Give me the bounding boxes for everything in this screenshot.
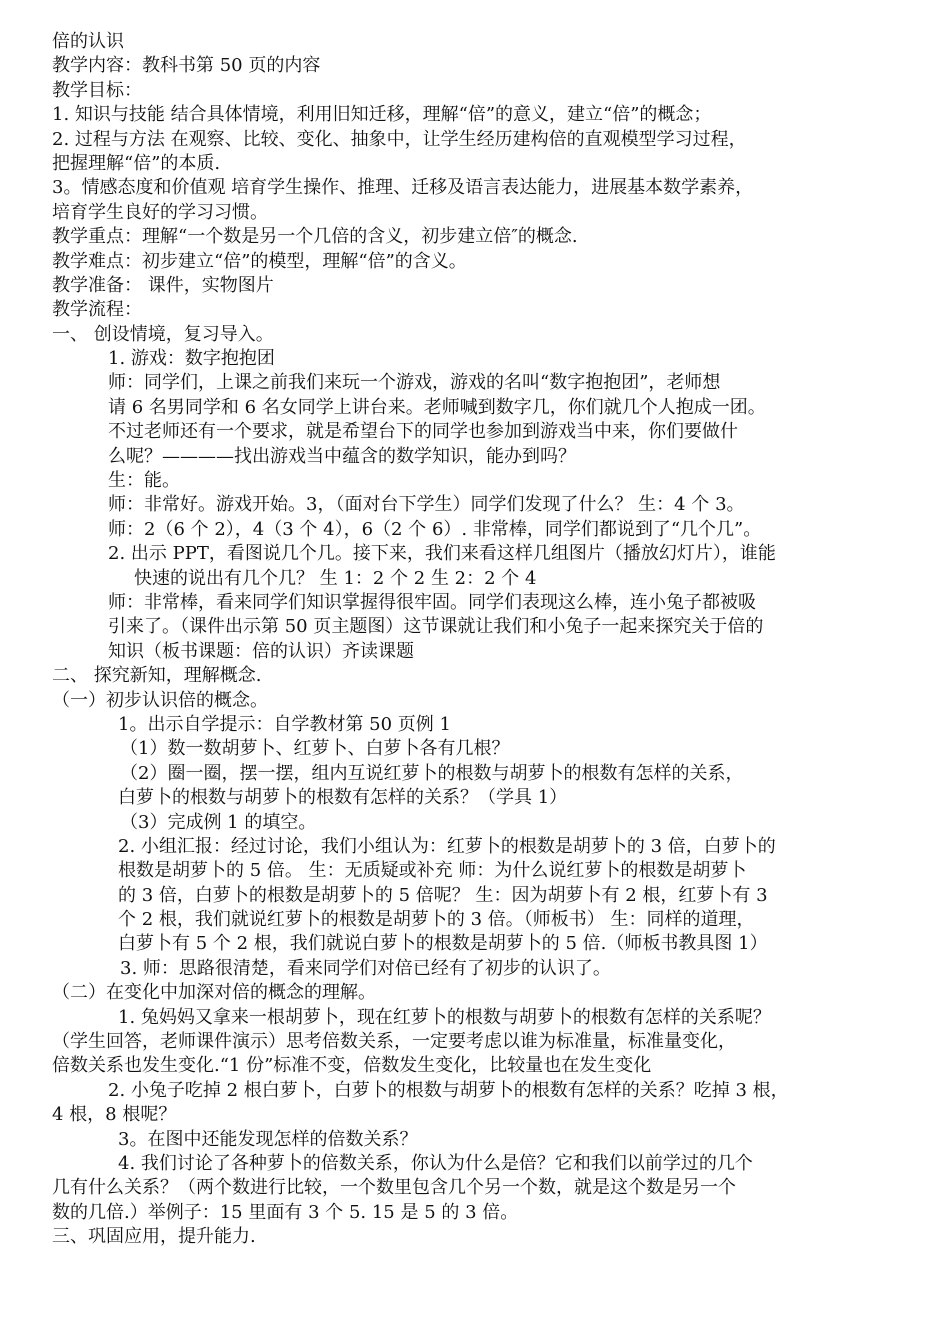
text-line: 2. 小组汇报：经过讨论，我们小组认为：红萝卜的根数是胡萝卜的 3 倍，白萝卜的 xyxy=(118,835,776,857)
text-line: 三、巩固应用，提升能力. xyxy=(52,1226,256,1248)
text-line: 3。在图中还能发现怎样的倍数关系？ xyxy=(118,1128,418,1150)
text-line: 白萝卜有 5 个 2 根，我们就说白萝卜的根数是胡萝卜的 5 倍.（师板书教具图 1） xyxy=(118,933,768,955)
text-line: 二、 探究新知，理解概念. xyxy=(52,665,262,687)
text-line: 倍的认识 xyxy=(52,31,124,52)
text-line: 数的几倍.）举例子：15 里面有 3 个 5. 15 是 5 的 3 倍。 xyxy=(52,1201,519,1223)
text-line: 倍数关系也发生变化.“1 份”标准不变，倍数发生变化，比较量也在发生变化 xyxy=(52,1055,652,1077)
text-line: （学生回答，老师课件演示）思考倍数关系，一定要考虑以谁为标准量，标准量变化， xyxy=(52,1031,736,1053)
text-line: 根数是胡萝卜的 5 倍。 生：无质疑或补充 师：为什么说红萝卜的根数是胡萝卜 xyxy=(118,860,747,882)
text-line: 师：2（6 个 2），4（3 个 4），6（2 个 6）. 非常棒，同学们都说到了“几个几”。 xyxy=(108,518,762,540)
text-line: 白萝卜的根数与胡萝卜的根数有怎样的关系？（学具 1） xyxy=(118,787,568,809)
text-line: 把握理解“倍”的本质. xyxy=(52,152,221,174)
text-line: 个 2 根，我们就说红萝卜的根数是胡萝卜的 3 倍。（师板书） 生：同样的道理， xyxy=(118,909,755,931)
text-line: 一、 创设情境，复习导入。 xyxy=(52,323,274,345)
text-line: 知识（板书课题：倍的认识）齐读课题 xyxy=(108,640,414,662)
text-line: （3）完成例 1 的填空。 xyxy=(120,811,317,833)
text-line: 教学重点：理解“一个数是另一个几倍的含义，初步建立倍″的概念. xyxy=(52,226,578,248)
text-line: 师：非常好。游戏开始。3，（面对台下学生）同学们发现了什么？ 生：4 个 3。 xyxy=(108,494,745,516)
text-line: 不过老师还有一个要求，就是希望台下的同学也参加到游戏当中来，你们要做什 xyxy=(108,421,738,443)
text-line: 教学准备： 课件，实物图片 xyxy=(52,274,274,296)
text-line: 教学难点：初步建立“倍”的模型，理解“倍”的含义。 xyxy=(52,250,467,272)
text-line: 么呢？————找出游戏当中蕴含的数学知识，能办到吗？ xyxy=(108,445,576,467)
text-line: 引来了。（课件出示第 50 页主题图）这节课就让我们和小兔子一起来探究关于倍的 xyxy=(108,616,764,638)
text-line: 的 3 倍，白萝卜的根数是胡萝卜的 5 倍呢？ 生：因为胡萝卜有 2 根，红萝卜有 3 xyxy=(118,884,768,906)
text-line: （二）在变化中加深对倍的概念的理解。 xyxy=(52,982,376,1004)
text-line: （一）初步认识倍的概念。 xyxy=(52,689,268,711)
text-line: 教学流程： xyxy=(52,299,142,321)
text-line: 4. 我们讨论了各种萝卜的倍数关系，你认为什么是倍？它和我们以前学过的几个 xyxy=(118,1152,753,1174)
text-line: 2. 过程与方法 在观察、比较、变化、抽象中，让学生经历建构倍的直观模型学习过程， xyxy=(52,128,747,150)
document-body xyxy=(0,30,950,1250)
text-line: 1. 知识与技能 结合具体情境，利用旧知迁移，理解“倍”的意义，建立“倍”的概念； xyxy=(52,104,712,126)
text-line: 培育学生良好的学习习惯。 xyxy=(52,201,268,223)
text-line: 3。情感态度和价值观 培育学生操作、推理、迁移及语言表达能力，进展基本数学素养， xyxy=(52,177,754,199)
text-line: 生：能。 xyxy=(108,470,180,492)
text-line: 快速的说出有几个几？ 生 1：2 个 2 生 2：2 个 4 xyxy=(134,567,537,589)
text-line: 几有什么关系？（两个数进行比较，一个数里包含几个另一个数，就是这个数是另一个 xyxy=(52,1177,736,1199)
text-line: 师：非常棒，看来同学们知识掌握得很牢固。同学们表现这么棒，连小兔子都被吸 xyxy=(108,591,756,613)
text-line: 1. 兔妈妈又拿来一根胡萝卜，现在红萝卜的根数与胡萝卜的根数有怎样的关系呢？ xyxy=(118,1006,771,1028)
text-line: 2. 小兔子吃掉 2 根白萝卜，白萝卜的根数与胡萝卜的根数有怎样的关系？吃掉 3 根， xyxy=(108,1079,789,1101)
text-line: 师：同学们，上课之前我们来玩一个游戏，游戏的名叫“数字抱抱团”，老师想 xyxy=(108,372,721,394)
text-line: 教学目标： xyxy=(52,79,142,101)
text-line: 1。出示自学提示：自学教材第 50 页例 1 xyxy=(118,713,451,735)
text-line: 4 根，8 根呢？ xyxy=(52,1104,177,1126)
text-line: 教学内容：教科书第 50 页的内容 xyxy=(52,55,321,77)
text-line: 2. 出示 PPT，看图说几个几。接下来，我们来看这样几组图片（播放幻灯片），谁能 xyxy=(108,543,776,565)
text-line: 请 6 名男同学和 6 名女同学上讲台来。老师喊到数字几，你们就几个人抱成一团。 xyxy=(108,396,766,418)
text-line: 1. 游戏：数字抱抱团 xyxy=(108,348,275,370)
text-line: （2）圈一圈，摆一摆，组内互说红萝卜的根数与胡萝卜的根数有怎样的关系， xyxy=(120,762,744,784)
text-line: 3. 师：思路很清楚，看来同学们对倍已经有了初步的认识了。 xyxy=(120,957,611,979)
text-line: （1）数一数胡萝卜、红萝卜、白萝卜各有几根？ xyxy=(120,738,510,760)
